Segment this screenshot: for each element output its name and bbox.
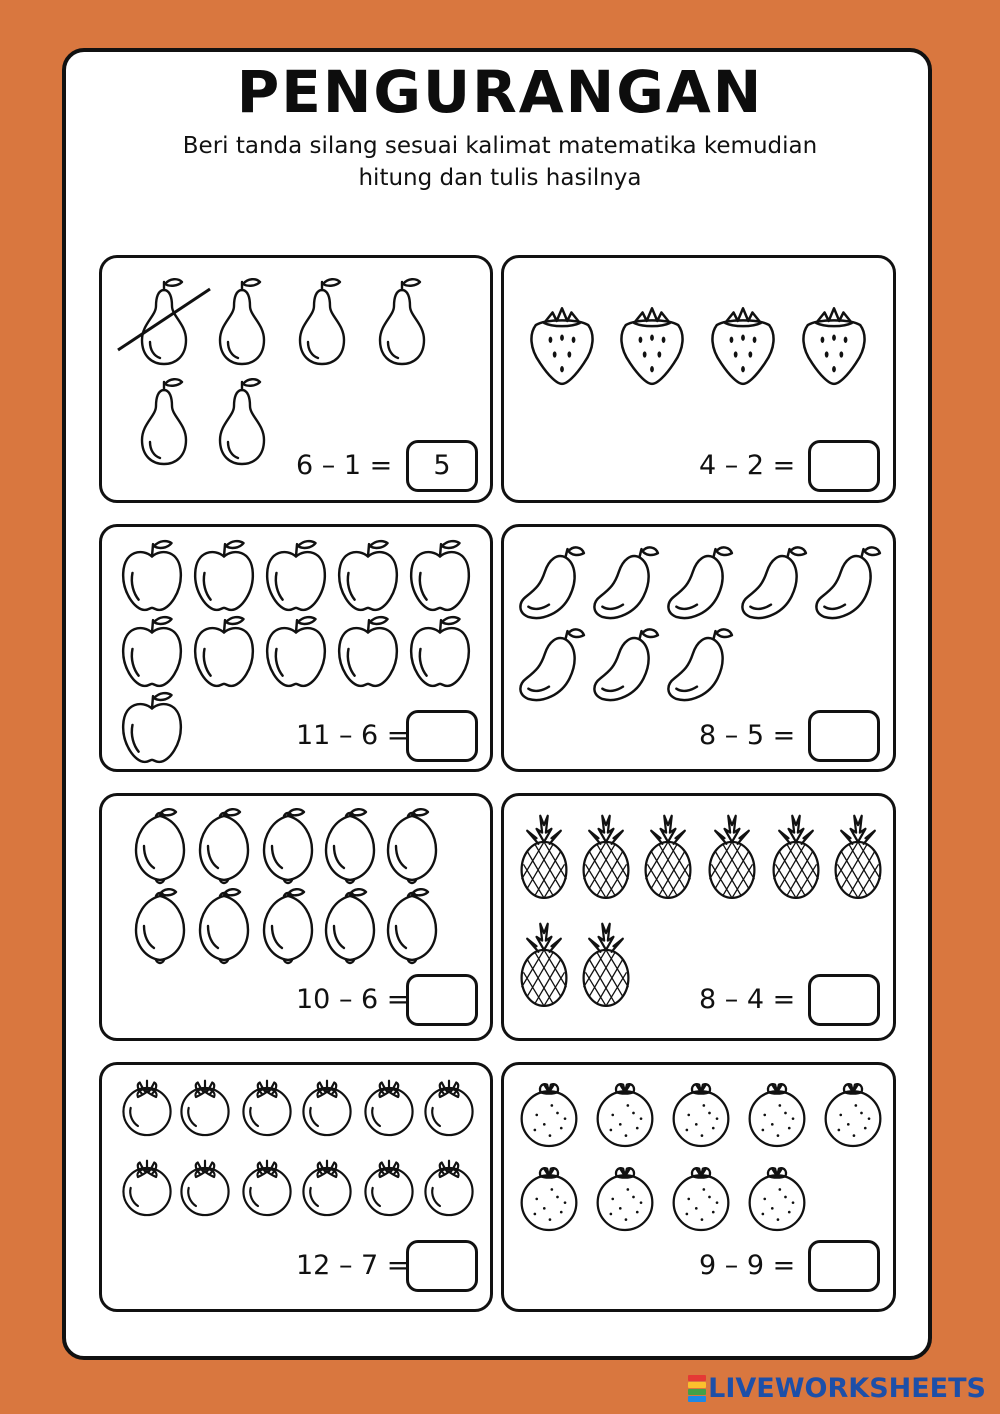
lemon-icon[interactable]	[196, 806, 252, 886]
orange-icon[interactable]	[668, 1160, 734, 1234]
lemon-icon[interactable]	[132, 806, 188, 886]
mangosteen-icon[interactable]	[420, 1074, 478, 1140]
pear-icon[interactable]	[368, 276, 436, 366]
equation: 6 – 1 =	[296, 450, 393, 481]
answer-box[interactable]	[406, 1240, 478, 1292]
lemon-icon[interactable]	[132, 886, 188, 966]
lemon-icon[interactable]	[322, 806, 378, 886]
answer-box[interactable]	[808, 440, 880, 492]
apple-icon[interactable]	[334, 538, 402, 612]
mangosteen-icon[interactable]	[360, 1154, 418, 1220]
equation: 4 – 2 =	[699, 450, 796, 481]
pineapple-icon[interactable]	[768, 810, 824, 900]
mango-icon[interactable]	[662, 542, 734, 622]
mangosteen-icon[interactable]	[238, 1154, 296, 1220]
pineapple-icon[interactable]	[704, 810, 760, 900]
mangosteen-icon[interactable]	[176, 1154, 234, 1220]
instruction-line-2: hitung dan tulis hasilnya	[358, 165, 642, 191]
page-title: PENGURANGAN	[236, 58, 764, 126]
apple-icon[interactable]	[118, 690, 186, 764]
apple-icon[interactable]	[118, 614, 186, 688]
lemon-icon[interactable]	[196, 886, 252, 966]
answer-box[interactable]	[808, 974, 880, 1026]
strawberry-icon[interactable]	[614, 302, 690, 386]
mango-icon[interactable]	[662, 624, 734, 704]
apple-icon[interactable]	[190, 614, 258, 688]
equation: 10 – 6 =	[296, 984, 410, 1015]
mango-icon[interactable]	[514, 624, 586, 704]
orange-icon[interactable]	[592, 1160, 658, 1234]
strawberry-icon[interactable]	[796, 302, 872, 386]
pineapple-icon[interactable]	[640, 810, 696, 900]
lemon-icon[interactable]	[322, 886, 378, 966]
mango-icon[interactable]	[736, 542, 808, 622]
pineapple-icon[interactable]	[578, 918, 634, 1008]
apple-icon[interactable]	[190, 538, 258, 612]
pineapple-icon[interactable]	[516, 918, 572, 1008]
orange-icon[interactable]	[744, 1076, 810, 1150]
mangosteen-icon[interactable]	[176, 1074, 234, 1140]
brand-text: LIVEWORKSHEETS	[708, 1373, 986, 1404]
apple-icon[interactable]	[406, 614, 474, 688]
apple-icon[interactable]	[118, 538, 186, 612]
answer-box[interactable]	[808, 1240, 880, 1292]
equation: 8 – 4 =	[699, 984, 796, 1015]
pear-icon[interactable]	[208, 276, 276, 366]
lemon-icon[interactable]	[260, 806, 316, 886]
apple-icon[interactable]	[406, 538, 474, 612]
pineapple-icon[interactable]	[516, 810, 572, 900]
mangosteen-icon[interactable]	[420, 1154, 478, 1220]
orange-icon[interactable]	[516, 1076, 582, 1150]
equation: 8 – 5 =	[699, 720, 796, 751]
pear-icon[interactable]	[130, 376, 198, 466]
equation: 9 – 9 =	[699, 1250, 796, 1281]
orange-icon[interactable]	[592, 1076, 658, 1150]
lemon-icon[interactable]	[260, 886, 316, 966]
strawberry-icon[interactable]	[524, 302, 600, 386]
answer-box[interactable]	[808, 710, 880, 762]
apple-icon[interactable]	[262, 614, 330, 688]
mangosteen-icon[interactable]	[238, 1074, 296, 1140]
mango-icon[interactable]	[514, 542, 586, 622]
orange-icon[interactable]	[516, 1160, 582, 1234]
pineapple-icon[interactable]	[830, 810, 886, 900]
instructions	[40, 130, 960, 194]
apple-icon[interactable]	[262, 538, 330, 612]
mangosteen-icon[interactable]	[118, 1074, 176, 1140]
answer-box[interactable]	[406, 710, 478, 762]
apple-icon[interactable]	[334, 614, 402, 688]
mango-icon[interactable]	[588, 624, 660, 704]
mango-icon[interactable]	[588, 542, 660, 622]
lemon-icon[interactable]	[384, 886, 440, 966]
mangosteen-icon[interactable]	[360, 1074, 418, 1140]
liveworksheets-icon	[688, 1375, 706, 1403]
equation: 11 – 6 =	[296, 720, 410, 751]
lemon-icon[interactable]	[384, 806, 440, 886]
pear-icon[interactable]	[208, 376, 276, 466]
answer-box[interactable]	[406, 974, 478, 1026]
mangosteen-icon[interactable]	[118, 1154, 176, 1220]
instruction-line-1: Beri tanda silang sesuai kalimat matematika kemudian	[182, 133, 818, 159]
mangosteen-icon[interactable]	[298, 1154, 356, 1220]
mango-icon[interactable]	[810, 542, 882, 622]
orange-icon[interactable]	[744, 1160, 810, 1234]
brand-logo	[688, 1373, 986, 1404]
mangosteen-icon[interactable]	[298, 1074, 356, 1140]
orange-icon[interactable]	[668, 1076, 734, 1150]
answer-box[interactable]: 5	[406, 440, 478, 492]
equation: 12 – 7 =	[296, 1250, 410, 1281]
pineapple-icon[interactable]	[578, 810, 634, 900]
pear-icon[interactable]	[130, 276, 198, 366]
strawberry-icon[interactable]	[705, 302, 781, 386]
pear-icon[interactable]	[288, 276, 356, 366]
orange-icon[interactable]	[820, 1076, 886, 1150]
